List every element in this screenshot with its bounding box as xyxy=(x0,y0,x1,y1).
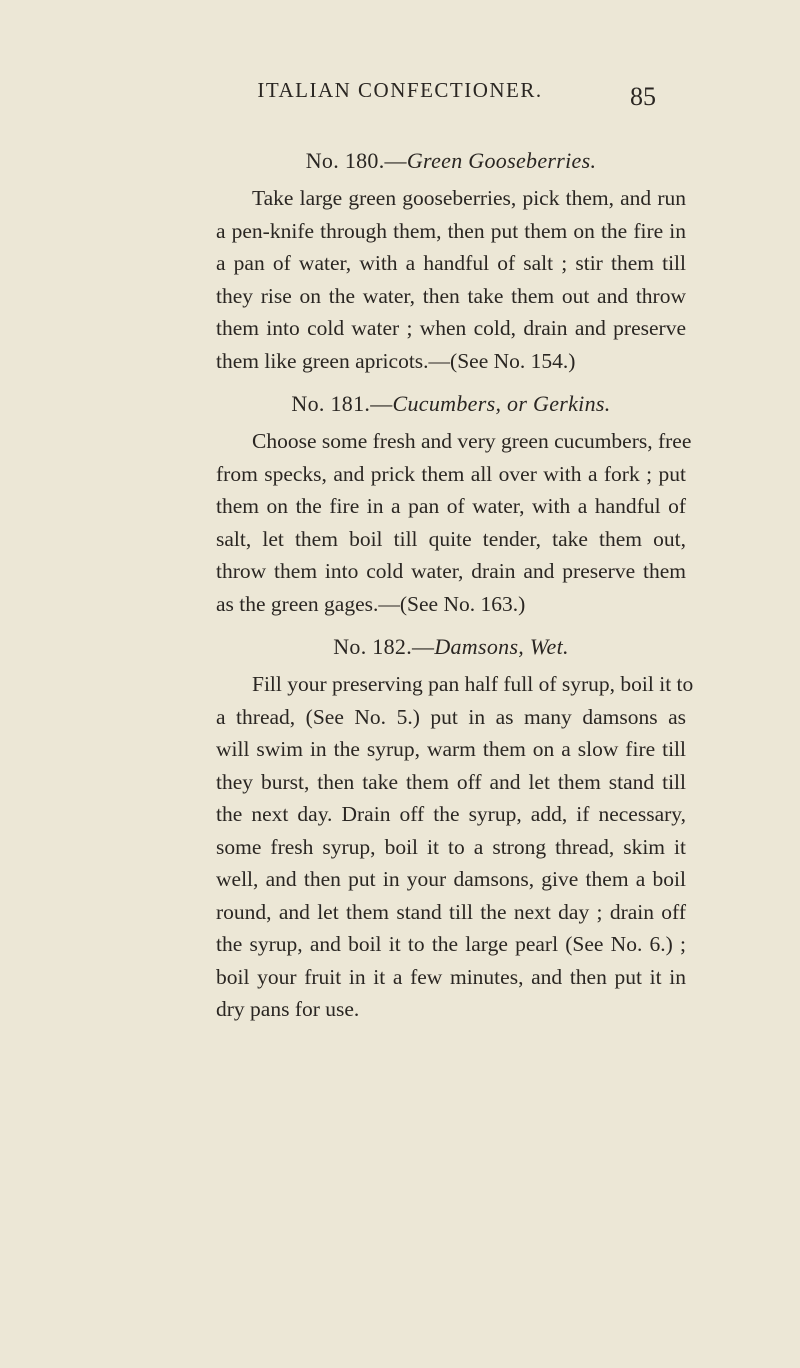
text-line: throw them into cold water, drain and preserve them xyxy=(216,559,686,583)
running-head: ITALIAN CONFECTIONER. xyxy=(257,78,543,102)
page-content xyxy=(216,148,694,1040)
recipe-body xyxy=(216,668,694,1026)
text-line: round, and let them stand till the next day ; drain off xyxy=(216,899,686,924)
text-line: a thread, (See No. 5.) put in as many damsons as xyxy=(216,704,686,729)
text-line: Fill your preserving pan half full of syrup, boil it to xyxy=(252,672,694,696)
text-line: from specks, and prick them all over with a fork ; put xyxy=(216,461,686,486)
recipe-number: No. 180. xyxy=(305,148,385,173)
text-line: they rise on the water, then take them out and throw xyxy=(216,283,686,308)
text-line: some fresh syrup, boil it to a strong thread, skim it xyxy=(216,834,686,859)
text-line: them on the fire in a pan of water, with a handful of xyxy=(216,494,686,518)
text-line: them into cold water ; when cold, drain and preserve xyxy=(216,316,686,340)
recipe-title: Green Gooseberries. xyxy=(406,148,597,173)
text-line: them like green apricots.—(See No. 154.) xyxy=(216,348,576,373)
recipe-section xyxy=(216,634,694,1026)
recipe-body xyxy=(216,182,686,377)
text-line: dry pans for use. xyxy=(216,997,360,1021)
text-line: salt, let them boil till quite tender, take them out, xyxy=(216,526,686,551)
page-number: 85 xyxy=(630,82,656,111)
text-line: boil your fruit in it a few minutes, and then put it in xyxy=(216,964,686,989)
recipe-body xyxy=(216,425,692,620)
recipe-section xyxy=(216,148,686,377)
text-line: Choose some fresh and very green cucumbers, free xyxy=(252,429,692,453)
text-line: a pen-knife through them, then put them on the fire in xyxy=(216,218,686,243)
text-line: will swim in the syrup, warm them on a slow fire till xyxy=(216,737,686,761)
text-line: a pan of water, with a handful of salt ; stir them till xyxy=(216,251,686,275)
recipe-number: No. 182. xyxy=(333,634,412,659)
text-line: Take large green gooseberries, pick them, and run xyxy=(252,186,686,210)
recipe-heading: No. 182.—Damsons, Wet. xyxy=(333,634,569,659)
recipe-heading: No. 181.—Cucumbers, or Gerkins. xyxy=(291,391,611,416)
recipe-section xyxy=(216,391,692,620)
text-line: as the green gages.—(See No. 163.) xyxy=(216,591,526,616)
recipe-heading: No. 180.—Green Gooseberries. xyxy=(305,148,597,173)
recipe-title: Damsons, Wet. xyxy=(434,634,569,659)
recipe-number: No. 181. xyxy=(291,391,371,416)
text-line: the syrup, and boil it to the large pearl (See No. 6.) ; xyxy=(216,932,686,956)
text-line: the next day. Drain off the syrup, add, if necessary, xyxy=(216,802,686,826)
text-line: well, and then put in your damsons, give them a boil xyxy=(216,867,686,891)
text-line: they burst, then take them off and let them stand till xyxy=(216,769,686,794)
recipe-title: Cucumbers, or Gerkins. xyxy=(392,391,611,416)
